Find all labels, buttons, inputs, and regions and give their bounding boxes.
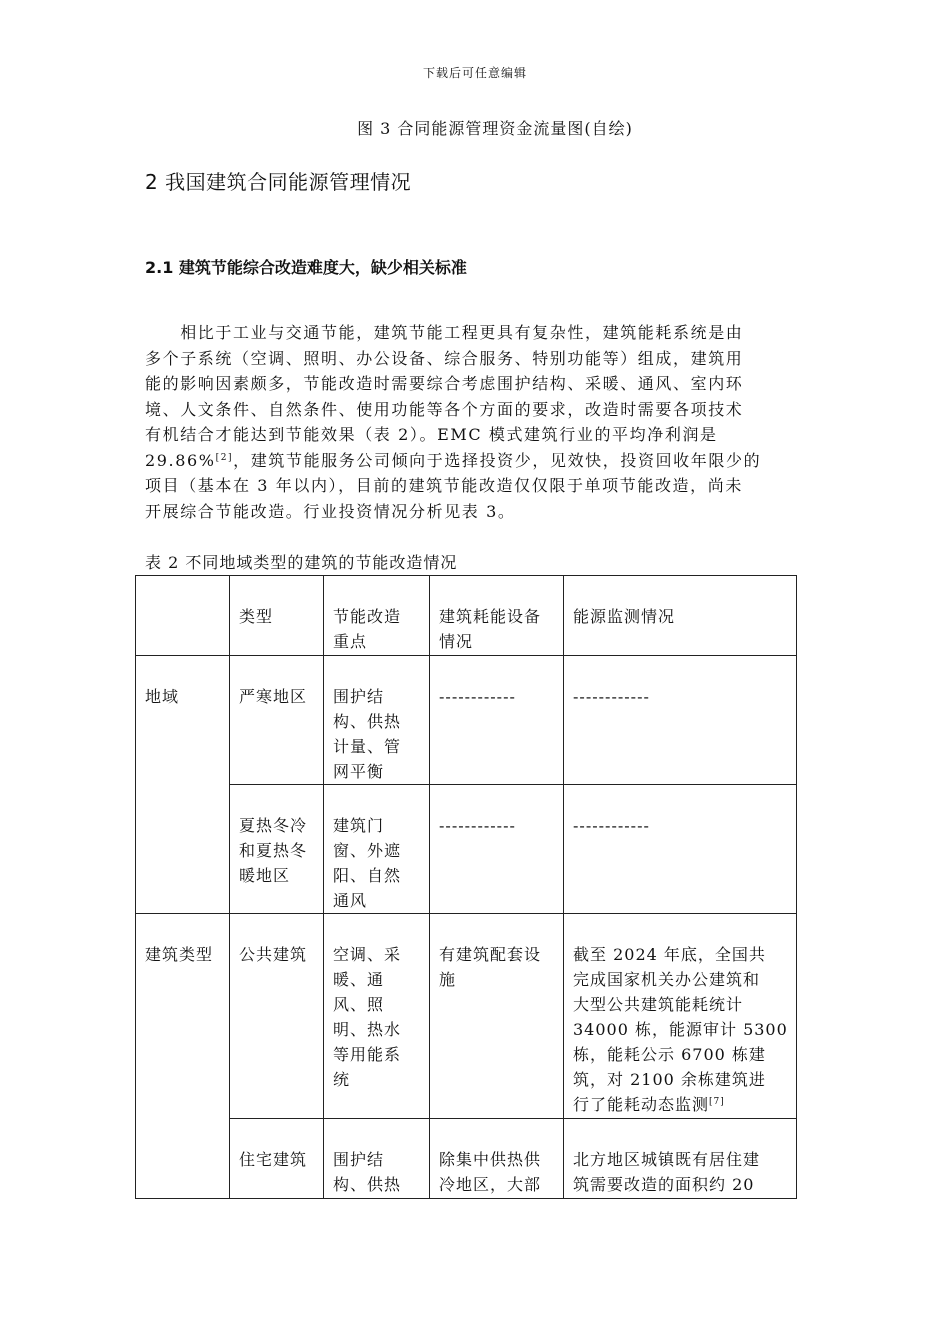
retrofit-table: [135, 575, 797, 1199]
table-row: [136, 914, 797, 1119]
header-empty-cell: [136, 576, 230, 656]
cell-monitoring: 截至 2024 年底，全国共 完成国家机关办公建筑和 大型公共建筑能耗统计 34000 栋，能源审计 5300 栋，能耗公示 6700 栋建 筑，对 2100 余栋建筑进 行了能耗动态监测[7]: [564, 914, 797, 1119]
cell-focus: 围护结 构、供热: [324, 1119, 430, 1199]
group-building-type: 建筑类型: [136, 914, 230, 1199]
cell-equipment: ------------: [430, 656, 564, 785]
paragraph-line: [145, 448, 797, 474]
header-monitoring: 能源监测情况: [564, 576, 797, 656]
cell-type: 公共建筑: [230, 914, 324, 1119]
paragraph-line: 项目（基本在 3 年以内），目前的建筑节能改造仅仅限于单项节能改造，尚未: [145, 476, 743, 495]
table-caption: 表 2 不同地域类型的建筑的节能改造情况: [145, 553, 458, 572]
group-region: 地域: [136, 656, 230, 914]
header-focus: 节能改造 重点: [324, 576, 430, 656]
paragraph-line: 能的影响因素颇多，节能改造时需要综合考虑围护结构、采暖、通风、室内环: [145, 374, 744, 393]
table-row: [136, 656, 797, 785]
cell-monitoring: ------------: [564, 656, 797, 785]
cell-monitoring: 北方地区城镇既有居住建 筑需要改造的面积约 20: [564, 1119, 797, 1199]
header-equipment: 建筑耗能设备 情况: [430, 576, 564, 656]
cell-focus: 围护结 构、供热 计量、管 网平衡: [324, 656, 430, 785]
citation-ref[interactable]: [2]: [215, 452, 234, 463]
table-row: [136, 785, 797, 914]
cell-type: 严寒地区: [230, 656, 324, 785]
citation-ref[interactable]: [7]: [709, 1097, 725, 1107]
cell-type: 住宅建筑: [230, 1119, 324, 1199]
header-type: 类型: [230, 576, 324, 656]
section-heading: 2 我国建筑合同能源管理情况: [145, 170, 412, 194]
page-header: 下载后可任意编辑: [422, 66, 527, 80]
paragraph-line: 开展综合节能改造。行业投资情况分析见表 3。: [145, 501, 516, 521]
paragraph-text: ，建筑节能服务公司倾向于选择投资少，见效快，投资回收年限少的: [233, 450, 762, 470]
cell-focus: 建筑门 窗、外遮 阳、自然 通风: [324, 785, 430, 914]
paragraph-line: 相比于工业与交通节能，建筑节能工程更具有复杂性，建筑能耗系统是由: [145, 323, 744, 342]
figure-caption: 图 3 合同能源管理资金流量图(自绘): [357, 119, 633, 138]
subsection-heading: 2.1 建筑节能综合改造难度大，缺少相关标准: [145, 258, 467, 277]
paragraph-line: 有机结合才能达到节能效果（表 2）。EMC 模式建筑行业的平均净利润是: [145, 425, 718, 444]
table-row: [136, 1119, 797, 1199]
paragraph-line: 多个子系统（空调、照明、办公设备、综合服务、特别功能等）组成，建筑用: [145, 348, 744, 368]
cell-focus: 空调、采 暖、通 风、照 明、热水 等用能系 统: [324, 914, 430, 1119]
cell-equipment: 除集中供热供 冷地区，大部: [430, 1119, 564, 1199]
cell-equipment: ------------: [430, 785, 564, 914]
paragraph-line: 境、人文条件、自然条件、使用功能等各个方面的要求，改造时需要各项技术: [145, 399, 744, 419]
table-header-row: [136, 576, 797, 656]
cell-equipment: 有建筑配套设 施: [430, 914, 564, 1119]
cell-type: 夏热冬冷 和夏热冬 暖地区: [230, 785, 324, 914]
profit-value: 29.86%: [145, 450, 216, 470]
cell-monitoring: ------------: [564, 785, 797, 914]
body-paragraph: [145, 320, 797, 524]
monitoring-text: 行了能耗动态监测: [573, 1095, 710, 1114]
